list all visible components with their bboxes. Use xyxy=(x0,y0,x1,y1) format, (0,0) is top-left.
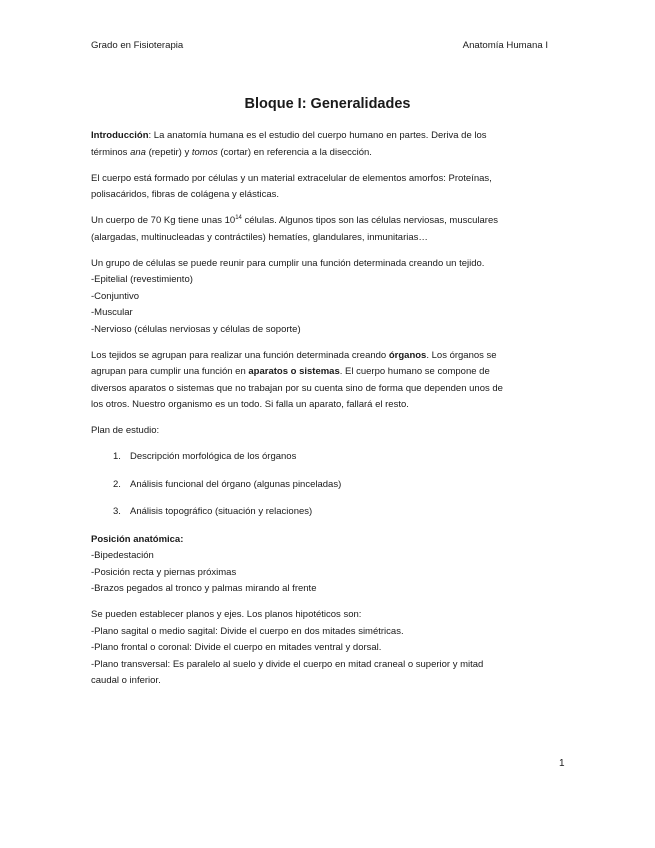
bold-term: aparatos o sistemas xyxy=(248,366,340,377)
list-number: 2. xyxy=(113,478,121,490)
position-section xyxy=(91,532,561,598)
position-heading: Posición anatómica: xyxy=(91,533,184,545)
intro-label: Introducción xyxy=(91,130,149,141)
text-line: los otros. Nuestro organismo es un todo. Si falla un aparato, fallará el resto. xyxy=(91,399,409,410)
list-text: Análisis topográfico (situación y relaciones) xyxy=(130,506,313,517)
text-span: (repetir) y xyxy=(145,146,192,158)
text-span: : La anatomía humana es el estudio del cuerpo humano en partes. Deriva de los xyxy=(148,130,487,141)
exponent: 14 xyxy=(235,214,242,221)
plane-item: caudal o inferior. xyxy=(91,675,161,686)
text-line: El cuerpo está formado por células y un material extracelular de elementos amorfos: Proteínas, xyxy=(91,172,492,184)
text-line: polisacáridos, fibras de colágena y elásticas. xyxy=(91,189,279,200)
document-body xyxy=(91,128,561,699)
plane-item: -Plano sagital o medio sagital: Divide el cuerpo en dos mitades simétricas. xyxy=(91,625,404,637)
tissue-item: -Muscular xyxy=(91,307,133,318)
text-span: términos xyxy=(91,146,131,158)
tissue-item: -Epitelial (revestimiento) xyxy=(91,274,193,285)
plane-item: -Plano frontal o coronal: Divide el cuerpo en mitades ventral y dorsal. xyxy=(91,642,382,653)
text-line xyxy=(91,213,561,230)
plane-item: -Plano transversal: Es paralelo al suelo y divide el cuerpo en mitad craneal o superior y mitad xyxy=(91,658,484,670)
tissue-item: -Conjuntivo xyxy=(91,290,140,302)
position-item: -Bipedestación xyxy=(91,550,154,561)
plan-list xyxy=(91,449,561,521)
text-line xyxy=(91,532,561,549)
term-tomos: tomos xyxy=(191,146,218,158)
position-item: -Posición recta y piernas próximas xyxy=(91,566,237,578)
tissues-paragraph xyxy=(91,256,561,339)
text-line xyxy=(91,364,561,381)
text-span: (cortar) en referencia a la disección. xyxy=(217,146,372,158)
text-line xyxy=(91,145,561,162)
tissue-item: -Nervioso (células nerviosas y células de soporte) xyxy=(91,323,301,335)
planes-section xyxy=(91,607,561,690)
list-text: Descripción morfológica de los órganos xyxy=(130,451,297,462)
text-span: . Los órganos se xyxy=(426,349,497,361)
text-line: (alargadas, multinucleadas y contráctiles) hematíes, glandulares, inmunitarias… xyxy=(91,231,428,243)
list-text: Análisis funcional del órgano (algunas pinceladas) xyxy=(130,478,342,490)
page-title: Bloque I: Generalidades xyxy=(244,96,411,112)
text-line xyxy=(91,128,561,145)
list-item xyxy=(91,504,561,521)
body-cells-paragraph xyxy=(91,213,561,246)
text-line: diversos aparatos o sistemas que no trabajan por su cuenta sino de forma que dependen unos de xyxy=(91,382,503,394)
list-number: 1. xyxy=(113,451,121,462)
text-span: Los tejidos se agrupan para realizar una función determinada creando xyxy=(91,349,389,361)
text-line: Un grupo de células se puede reunir para cumplir una función determinada creando un tejido. xyxy=(91,257,485,269)
header-course: Grado en Fisioterapia xyxy=(91,40,184,51)
text-span: . El cuerpo humano se compone de xyxy=(339,366,490,377)
term-ana: ana xyxy=(130,146,146,158)
page-number: 1 xyxy=(559,758,565,769)
text-span: células. Algunos tipos son las células nerviosas, musculares xyxy=(241,215,498,226)
plan-heading: Plan de estudio: xyxy=(91,425,160,436)
list-item xyxy=(91,477,561,494)
list-item xyxy=(91,449,561,466)
text-line: Se pueden establecer planos y ejes. Los planos hipotéticos son: xyxy=(91,609,362,620)
header-subject: Anatomía Humana I xyxy=(462,40,548,51)
position-item: -Brazos pegados al tronco y palmas mirando al frente xyxy=(91,583,317,594)
list-number: 3. xyxy=(113,506,121,517)
text-span: agrupan para cumplir una función en xyxy=(91,366,249,377)
text-line xyxy=(91,348,561,365)
text-span: Un cuerpo de 70 Kg tiene unas 10 xyxy=(91,215,236,226)
cells-paragraph xyxy=(91,171,561,204)
organs-paragraph xyxy=(91,348,561,414)
bold-term: órganos xyxy=(388,349,427,361)
intro-paragraph xyxy=(91,128,561,161)
